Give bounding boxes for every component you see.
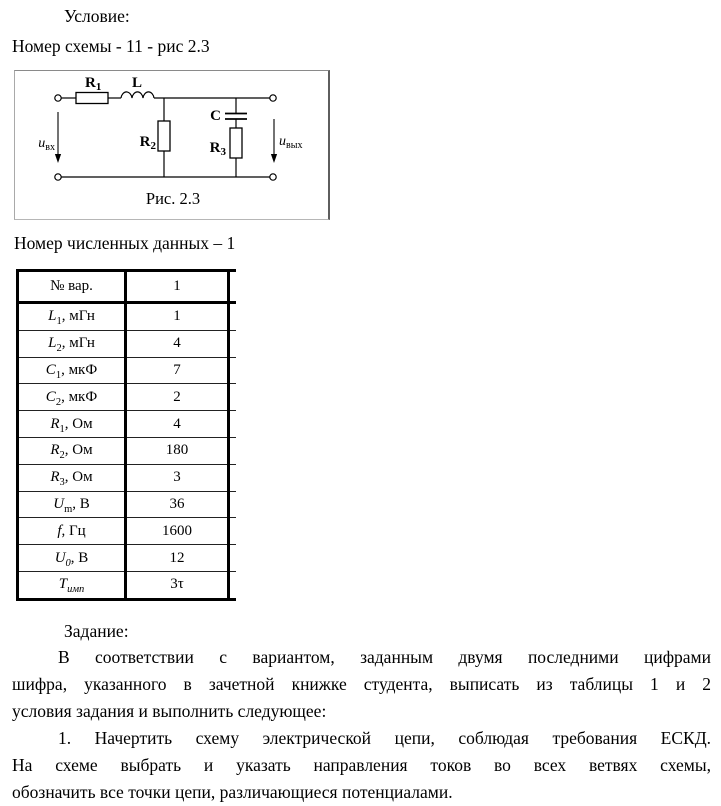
param-cell: $R_2$, Ом xyxy=(18,437,126,464)
label-r1: $R_1$ xyxy=(85,75,102,93)
data-number-line: Номер численных данных – 1 xyxy=(14,233,236,253)
resistor-r3 xyxy=(230,128,242,158)
table-row xyxy=(18,571,237,599)
value-cell: 12 xyxy=(126,545,229,572)
task-text-line: шифра, указанного в зачетной книжке студента, выписать из таблицы 1 и 2 xyxy=(12,674,711,694)
table-row xyxy=(18,357,237,384)
table-row xyxy=(18,437,237,464)
resistor-r1 xyxy=(76,93,108,104)
u-in-arrowhead xyxy=(55,154,61,163)
circuit-diagram-svg xyxy=(15,71,328,218)
value-cell: 3 xyxy=(126,464,229,491)
param-cell: $C_2$, мкФ xyxy=(18,384,126,411)
param-cell: $C_1$, мкФ xyxy=(18,357,126,384)
param-cell: $U_0$, В xyxy=(18,545,126,572)
table-header-row xyxy=(18,271,237,303)
value-cell: 1600 xyxy=(126,518,229,545)
param-cell: $R_1$, Ом xyxy=(18,411,126,438)
value-cell: 2 xyxy=(126,384,229,411)
table-row xyxy=(18,518,237,545)
table-row xyxy=(18,491,237,518)
table-row xyxy=(18,330,237,357)
task-text-line: обозначить все точки цепи, различающиеся потенциалами. xyxy=(12,782,453,802)
param-cell: $L_2$, мГн xyxy=(18,330,126,357)
label-l: L xyxy=(132,75,143,91)
scheme-number-line: Номер схемы - 11 - рис 2.3 xyxy=(12,36,210,56)
table-row xyxy=(18,545,237,572)
param-cell: $U_m$, В xyxy=(18,491,126,518)
input-terminal-bottom xyxy=(55,174,61,180)
label-u-in: $u_{вх}$ xyxy=(38,136,55,153)
label-c: C xyxy=(210,108,221,124)
table-row xyxy=(18,411,237,438)
label-r3: $R_3$ xyxy=(209,140,226,158)
value-cell: 36 xyxy=(126,491,229,518)
value-cell: 4 xyxy=(126,330,229,357)
output-terminal-bottom xyxy=(270,174,276,180)
condition-heading: Условие: xyxy=(64,6,130,26)
input-terminal-top xyxy=(55,95,61,101)
param-cell: $T_{имп}$ xyxy=(18,571,126,599)
variant-header-cell: 1 xyxy=(126,271,229,303)
cropped-column-stub xyxy=(229,271,237,303)
task-text-block xyxy=(12,644,711,806)
param-cell: $L_1$, мГн xyxy=(18,303,126,331)
task-heading: Задание: xyxy=(64,621,129,641)
value-cell: 3τ xyxy=(126,571,229,599)
table-row xyxy=(18,464,237,491)
task-text-line: На схеме выбрать и указать направления токов во всех ветвях схемы, xyxy=(12,755,711,775)
param-header-cell: № вар. xyxy=(18,271,126,303)
output-terminal-top xyxy=(270,95,276,101)
circuit-figure xyxy=(14,70,330,220)
value-cell: 180 xyxy=(126,437,229,464)
task-text-line: условия задания и выполнить следующее: xyxy=(12,701,327,721)
param-cell: f, Гц xyxy=(18,518,126,545)
u-out-arrowhead xyxy=(271,154,277,163)
value-cell: 7 xyxy=(126,357,229,384)
task-text-line: В соответствии с вариантом, заданным двумя последними цифрами xyxy=(58,647,711,667)
value-cell: 4 xyxy=(126,411,229,438)
label-r2: $R_2$ xyxy=(139,134,156,152)
inductor-l xyxy=(121,92,154,98)
table-row xyxy=(18,303,237,331)
figure-caption: Рис. 2.3 xyxy=(145,189,201,208)
param-cell: $R_3$, Ом xyxy=(18,464,126,491)
table-row xyxy=(18,384,237,411)
resistor-r2 xyxy=(158,121,170,151)
value-cell: 1 xyxy=(126,303,229,331)
capacitor-c xyxy=(225,114,247,120)
parameters-table xyxy=(16,269,236,601)
label-u-out: $u_{вых}$ xyxy=(279,134,303,151)
task-text-line: 1. Начертить схему электрической цепи, соблюдая требования ЕСКД. xyxy=(58,728,711,748)
